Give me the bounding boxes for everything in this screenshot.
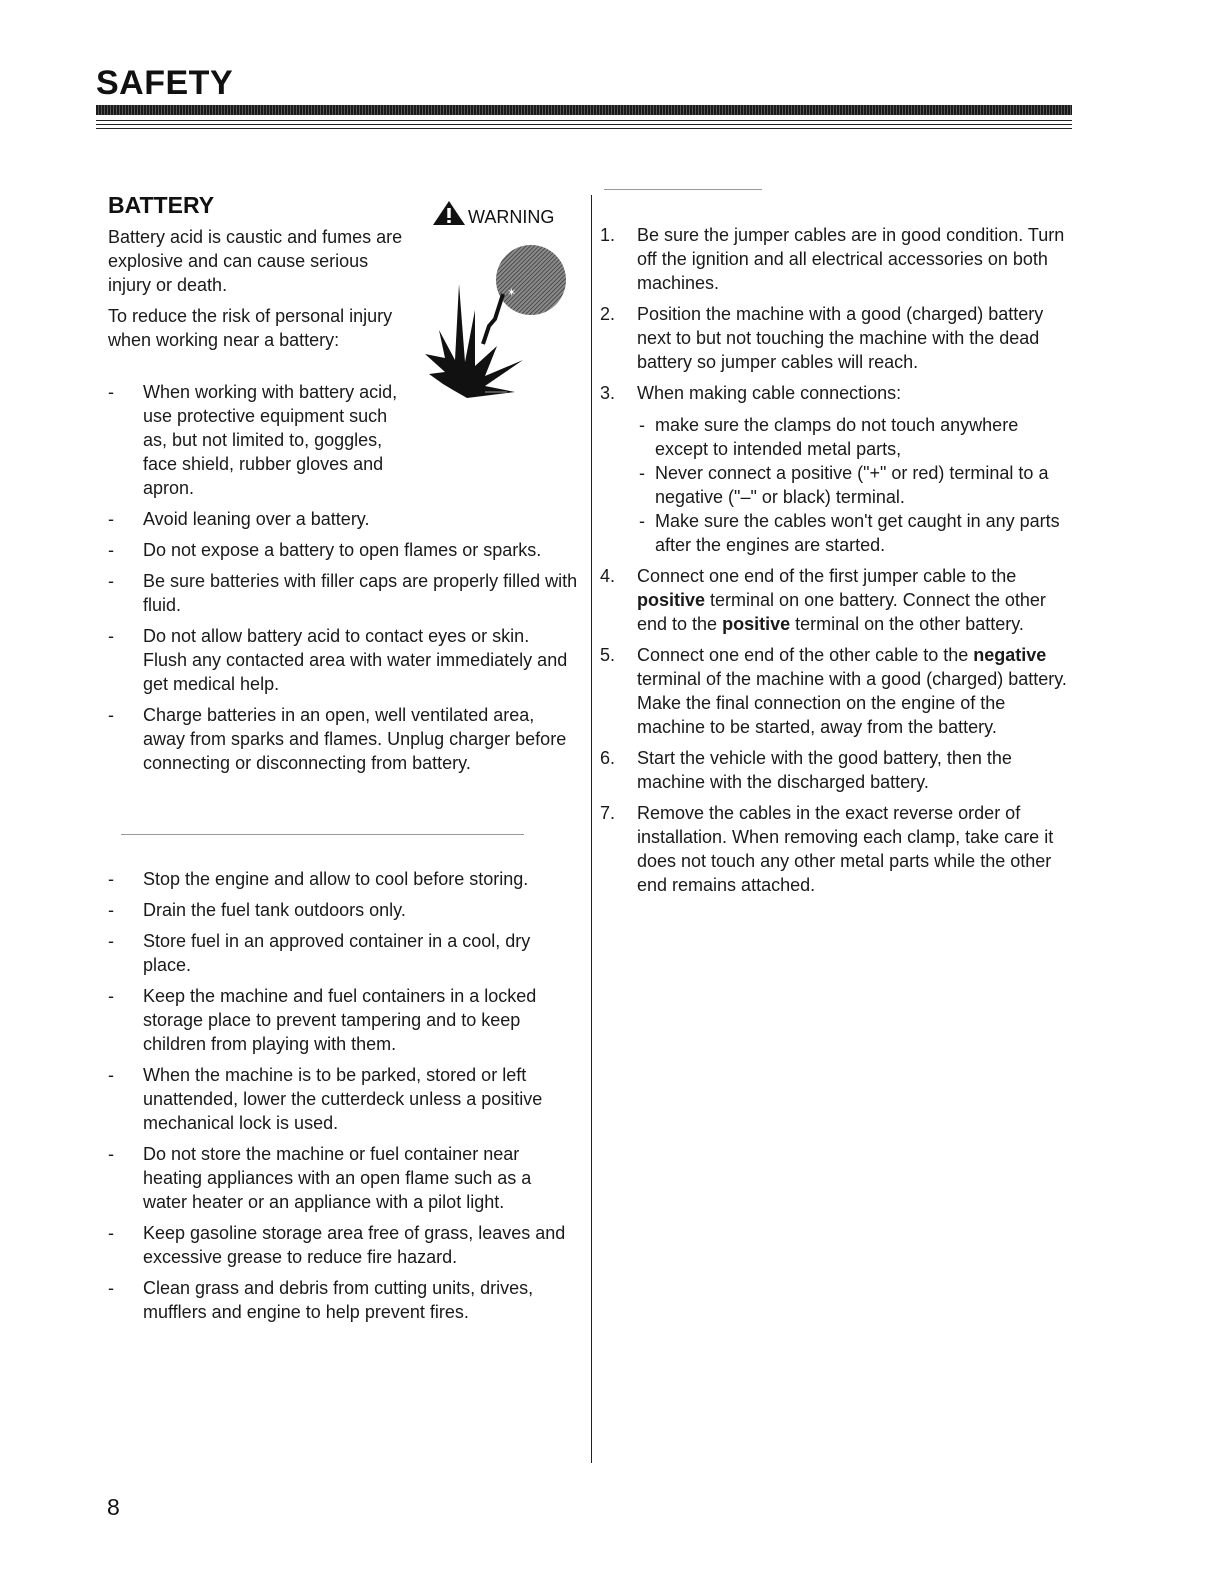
- page-title: SAFETY: [96, 64, 234, 102]
- step-item: [600, 381, 1075, 557]
- step-text: Position the machine with a good (charged) battery next to but not touching the machine with the dead battery so jumper cables will reach.: [637, 304, 1044, 372]
- step-item: [600, 564, 1075, 636]
- step-text: Connect one end of the other cable to the: [637, 645, 974, 665]
- step-text: Remove the cables in the exact reverse order of installation. When removing each clamp, take care it does not touch any other metal parts while the other end remains attached.: [637, 803, 1054, 895]
- step-item: [600, 223, 1075, 295]
- list-item: - Stop the engine and allow to cool before storing.: [108, 867, 578, 891]
- step-item: [600, 643, 1075, 739]
- step-text: terminal on the other battery.: [790, 614, 1024, 634]
- page-number: 8: [107, 1494, 120, 1520]
- step-number: 7.: [600, 803, 616, 823]
- step-item: [600, 746, 1075, 794]
- step-emphasis: negative: [973, 645, 1047, 665]
- step-number: 4.: [600, 566, 616, 586]
- column-divider: [591, 195, 592, 1463]
- list-item: - Avoid leaning over a battery.: [108, 507, 578, 531]
- step-text: terminal on one battery. Connect the other end to the: [637, 590, 1046, 634]
- list-item: - Store fuel in an approved container in a cool, dry place.: [108, 929, 578, 977]
- list-item: - Keep gasoline storage area free of grass, leaves and excessive grease to reduce fire hazard.: [108, 1221, 578, 1269]
- step-text: Connect one end of the first jumper cable to the: [637, 566, 1017, 586]
- section-rule: [604, 189, 762, 190]
- step-text: When making cable connections:: [637, 383, 902, 403]
- substep-item: - Make sure the cables won't get caught in any parts after the engines are started.: [637, 509, 1075, 557]
- substep-item: - make sure the clamps do not touch anywhere except to intended metal parts,: [637, 413, 1075, 461]
- battery-intro-2: To reduce the risk of personal injury when working near a battery:: [108, 306, 393, 350]
- list-item: - Be sure batteries with filler caps are properly filled with fluid.: [108, 569, 578, 617]
- warning-text: WARNING: [468, 207, 555, 227]
- step-number: 6.: [600, 748, 616, 768]
- list-item: - Keep the machine and fuel containers in a locked storage place to prevent tampering and to keep children from playing with them.: [108, 984, 578, 1056]
- step-text: Start the vehicle with the good battery, then the machine with the discharged battery.: [637, 748, 1012, 792]
- warning-triangle-icon: [432, 200, 466, 226]
- list-item: - Do not store the machine or fuel container near heating appliances with an open flame such as a water heater or an appliance with a pilot light.: [108, 1142, 578, 1214]
- title-rule: [96, 128, 1072, 129]
- step-number: 5.: [600, 645, 616, 665]
- step-item: [600, 302, 1075, 374]
- step-emphasis: positive: [722, 614, 791, 634]
- section-rule: [121, 834, 524, 835]
- list-item: - Do not expose a battery to open flames or sparks.: [108, 538, 578, 562]
- list-item: - When the machine is to be parked, stored or left unattended, lower the cutterdeck unless a positive mechanical lock is used.: [108, 1063, 578, 1135]
- svg-text:✶: ✶: [507, 286, 517, 299]
- title-bar: [96, 105, 1072, 115]
- list-item: - Do not allow battery acid to contact eyes or skin. Flush any contacted area with water immediately and get medical help.: [108, 624, 578, 696]
- title-rule: [96, 120, 1072, 121]
- step-number: 3.: [600, 383, 616, 403]
- warning-label: [432, 200, 554, 226]
- list-item: - When working with battery acid, use protective equipment such as, but not limited to, goggles, face shield, rubber gloves and apron.: [108, 380, 578, 500]
- battery-heading: BATTERY: [108, 192, 215, 218]
- substep-item: - Never connect a positive ("+" or red) terminal to a negative ("–" or black) terminal.: [637, 461, 1075, 509]
- storage-safety-list: [108, 867, 578, 1331]
- connection-substeps: [637, 413, 1075, 557]
- battery-intro: Battery acid is caustic and fumes are explosive and can cause serious injury or death.: [108, 227, 403, 295]
- step-text: Be sure the jumper cables are in good condition. Turn off the ignition and all electrical accessories on both machines.: [637, 225, 1065, 293]
- step-item: [600, 801, 1075, 897]
- battery-safety-list: [108, 380, 578, 782]
- list-item: - Clean grass and debris from cutting units, drives, mufflers and engine to help prevent fires.: [108, 1276, 578, 1324]
- step-text: terminal of the machine with a good (charged) battery. Make the final connection on the engine of the machine to be started, away from the battery.: [637, 669, 1067, 737]
- jump-start-steps: [600, 223, 1075, 904]
- list-item: - Charge batteries in an open, well ventilated area, away from sparks and flames. Unplug charger before connecting or disconnecting from battery.: [108, 703, 578, 775]
- step-number: 2.: [600, 304, 616, 324]
- title-rule: [96, 124, 1072, 125]
- step-number: 1.: [600, 225, 616, 245]
- list-item: - Drain the fuel tank outdoors only.: [108, 898, 578, 922]
- step-emphasis: positive: [637, 590, 706, 610]
